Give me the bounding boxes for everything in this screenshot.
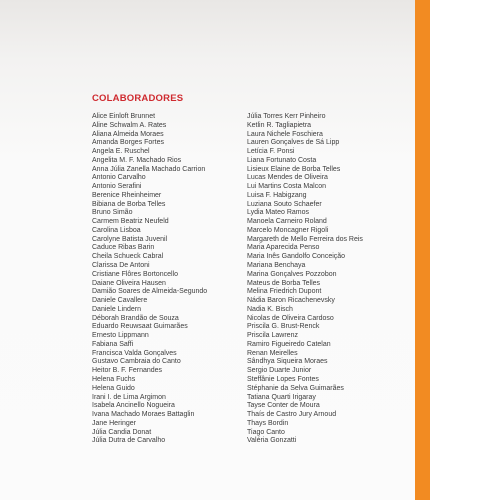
- contributor-name: Lauren Gonçalves de Sá Lipp: [247, 139, 340, 147]
- contributor-name: Melina Friedrich Dupont: [247, 288, 322, 296]
- contributor-name: Berenice Rheinheimer: [92, 191, 162, 199]
- contributor-name: Júlia Candia Donat: [92, 428, 152, 436]
- contributor-name: Thaís de Castro Jury Arnoud: [247, 411, 337, 419]
- contributor-name: Carolyne Batista Juvenil: [92, 235, 168, 243]
- contributor-name: Manoela Carneiro Roland: [247, 218, 327, 226]
- contributor-name: Heitor B. F. Fernandes: [92, 367, 163, 375]
- contributor-name: Fabiana Saffi: [92, 340, 134, 348]
- contributor-name: Marina Gonçalves Pozzobon: [247, 270, 337, 278]
- contributor-name: Nadia K. Bisch: [247, 305, 293, 313]
- contributor-name: Tiago Canto: [247, 428, 285, 436]
- contributor-name: Caduce Ribas Barin: [92, 244, 155, 252]
- contributor-name: Carmem Beatriz Neufeld: [92, 218, 169, 226]
- contributor-name: Cheila Schueck Cabral: [92, 253, 164, 261]
- contributor-name: Lisieux Elaine de Borba Telles: [247, 165, 341, 173]
- contributor-name: Júlia Torres Kerr Pinheiro: [247, 113, 326, 120]
- contributor-name: Bibiana de Borba Telles: [92, 200, 166, 208]
- contributor-name: Mateus de Borba Telles: [247, 279, 321, 287]
- contributor-name: Helena Fuchs: [92, 375, 136, 383]
- contributor-name: Cristiane Flôres Bortoncello: [92, 270, 178, 278]
- contributor-name: Carolina Lisboa: [92, 226, 141, 234]
- contributor-name: Lucas Mendes de Oliveira: [247, 174, 328, 182]
- contributor-name: Aliana Almeida Moraes: [92, 130, 164, 138]
- contributor-name: Júlia Dutra de Carvalho: [92, 437, 166, 445]
- contributor-name: Angela E. Ruschel: [92, 148, 150, 156]
- contributor-name: Nicolas de Oliveira Cardoso: [247, 314, 334, 322]
- contributor-name: Lui Martins Costa Malcon: [247, 183, 326, 191]
- contributors-column-right: [247, 113, 363, 446]
- contributor-name: Jane Heringer: [92, 419, 136, 427]
- contributor-name: Irani I. de Lima Argimon: [92, 393, 166, 401]
- contributor-name: Ketlin R. Tagliapietra: [247, 121, 312, 129]
- contributor-name: Maria Aparecida Penso: [247, 244, 320, 252]
- contributor-name: Ivana Machado Moraes Battaglin: [92, 411, 195, 419]
- contributor-name: Tayse Conter de Moura: [247, 402, 320, 410]
- contributor-name: Angelita M. F. Machado Rios: [92, 156, 182, 164]
- contributor-name: Liana Fortunato Costa: [247, 156, 317, 164]
- contributor-name: Bruno Simão: [92, 209, 133, 217]
- contributor-name: Letícia F. Ponsi: [247, 148, 295, 156]
- contributor-name: Gustavo Cambraia do Canto: [92, 358, 181, 366]
- contributor-name: Eduardo Reuwsaat Guimarães: [92, 323, 188, 331]
- contributor-name: Alice Einloft Brunnet: [92, 113, 156, 120]
- page-right-margin: [430, 0, 500, 500]
- contributor-name: Sergio Duarte Junior: [247, 367, 312, 375]
- contributor-name: Laura Nichele Foschiera: [247, 130, 323, 138]
- contributor-name: Stéphanie da Selva Guimarães: [247, 384, 344, 392]
- contributor-name: Marcelo Moncagner Rigoli: [247, 226, 329, 234]
- contributor-name: Aline Schwalm A. Rates: [92, 121, 167, 129]
- section-title: COLABORADORES: [92, 93, 184, 104]
- contributor-name: Tatiana Quarti Irigaray: [247, 393, 316, 401]
- contributor-name: Ramiro Figueiredo Catelan: [247, 340, 331, 348]
- contributor-name: Ernesto Lippmann: [92, 332, 149, 340]
- contributor-name: Priscila Lawrenz: [247, 332, 298, 340]
- contributor-name: Thays Bordin: [247, 419, 289, 427]
- contributors-column-left: [92, 113, 207, 446]
- contributor-name: Luziana Souto Schaefer: [247, 200, 322, 208]
- contributor-name: Isabela Ancinello Nogueira: [92, 402, 175, 410]
- contributor-name: Anna Júlia Zanella Machado Carrion: [92, 165, 206, 173]
- contributor-name: Daniele Cavallere: [92, 297, 148, 305]
- contributor-name: Luisa F. Habigzang: [247, 191, 307, 199]
- contributor-name: Sândhya Siqueira Moraes: [247, 358, 328, 366]
- contributor-name: Daniele Lindern: [92, 305, 142, 313]
- contributor-name: Daiane Oliveira Hausen: [92, 279, 166, 287]
- contributor-name: Priscila G. Brust-Renck: [247, 323, 320, 331]
- contributor-name: Antonio Carvalho: [92, 174, 146, 182]
- contributor-name: Amanda Borges Fortes: [92, 139, 164, 147]
- contributor-name: Clarissa De Antoni: [92, 262, 150, 270]
- contributor-name: Déborah Brandão de Souza: [92, 314, 179, 322]
- contributor-name: Lydia Mateo Ramos: [247, 209, 309, 217]
- contributor-name: Valéria Gonzatti: [247, 437, 297, 445]
- contributor-name: Renan Meirelles: [247, 349, 298, 357]
- contributor-name: Mariana Benchaya: [247, 262, 306, 270]
- contributor-name: Maria Inês Gandolfo Conceição: [247, 253, 346, 261]
- accent-bar: [415, 0, 430, 500]
- contributor-name: Antonio Serafini: [92, 183, 142, 191]
- contributor-name: Nádia Baron Ricachenevsky: [247, 297, 335, 305]
- contributor-name: Damião Soares de Almeida-Segundo: [92, 288, 208, 296]
- contributor-name: Francisca Valda Gonçalves: [92, 349, 177, 357]
- contributor-name: Margareth de Mello Ferreira dos Reis: [247, 235, 363, 243]
- contributor-name: Helena Guido: [92, 384, 135, 392]
- contributor-name: Steffânie Lopes Fontes: [247, 375, 319, 383]
